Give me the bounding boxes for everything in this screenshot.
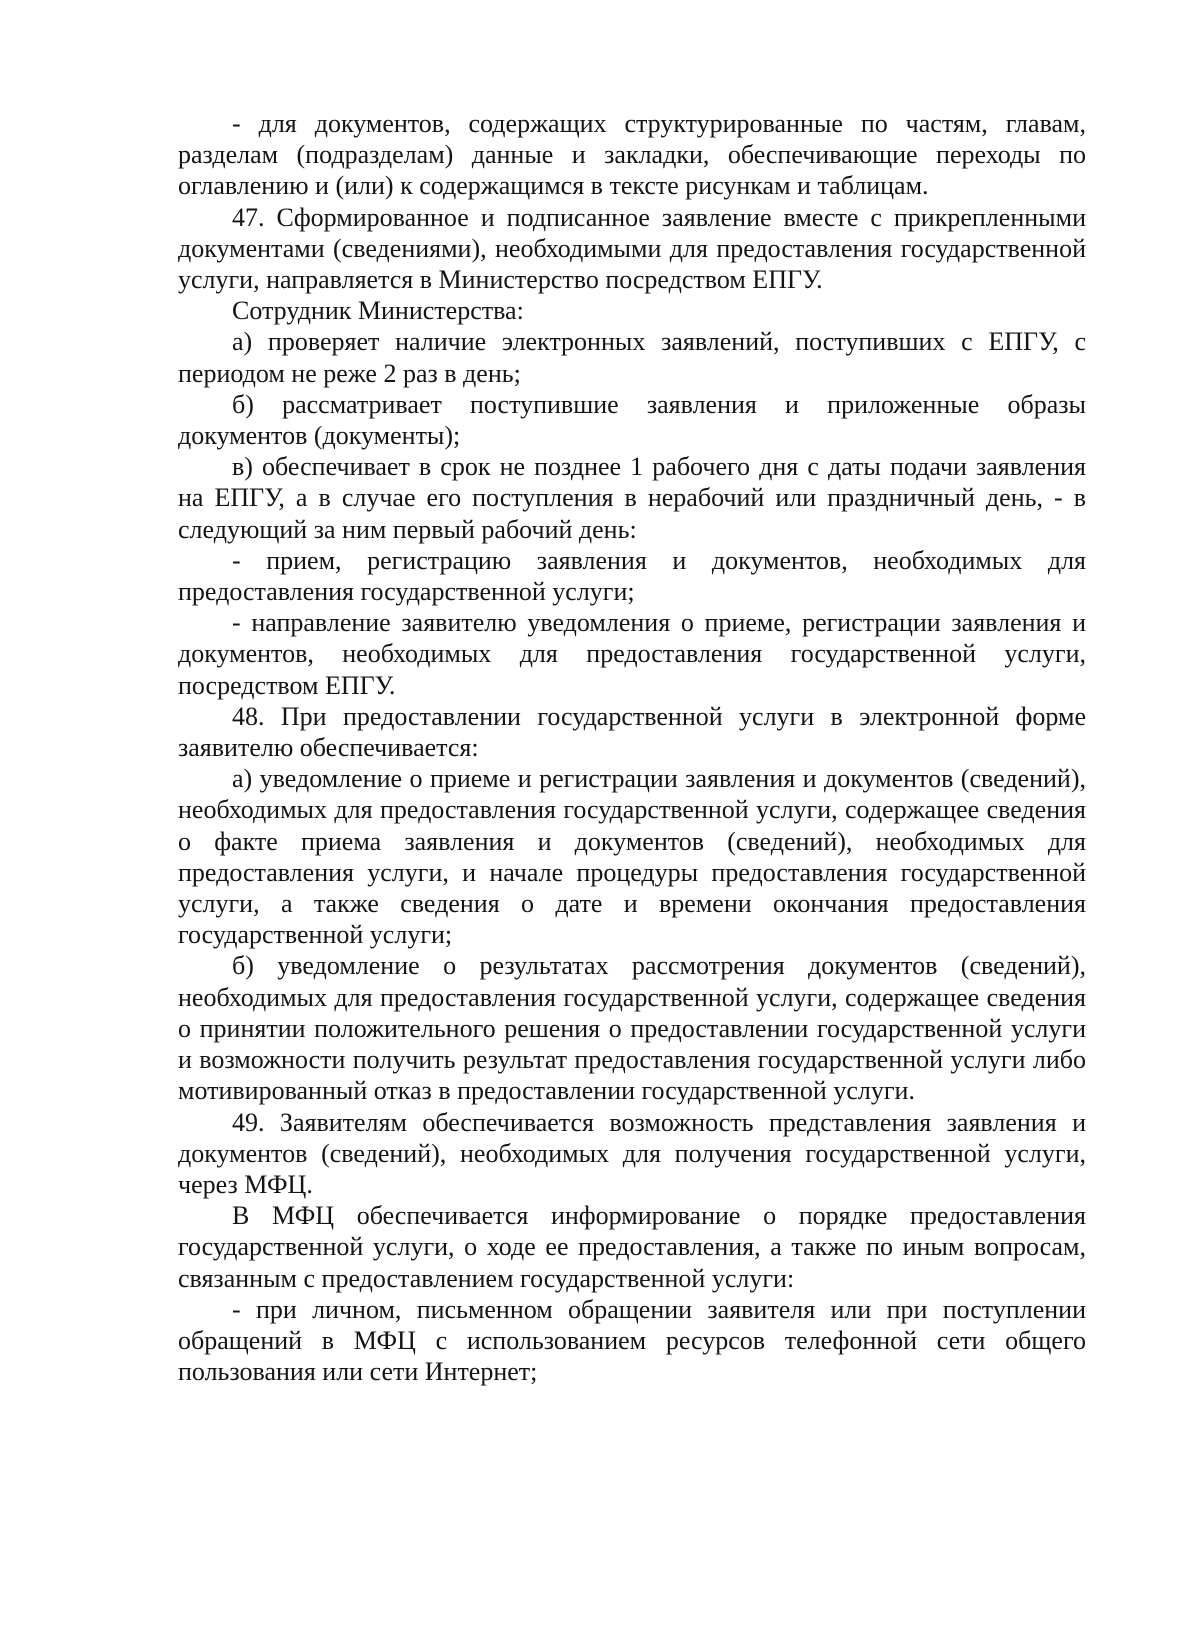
document-body [178,108,1086,1387]
paragraph-registration: - прием, регистрацию заявления и документов, необходимых для предоставления государственной услуги; [178,545,1086,607]
paragraph-document-structure: - для документов, содержащих структурированные по частям, главам, разделам (подразделам) данные и закладки, обеспечивающие переходы по оглавлению и (или) к содержащимся в тексте рисункам и таблицам. [178,109,1086,201]
paragraph-check-applications: а) проверяет наличие электронных заявлений, поступивших с ЕПГУ, с периодом не реже 2 раз в день; [178,327,1086,388]
paragraph-49: 49. Заявителям обеспечивается возможность представления заявления и документов (сведений), необходимых для получения государственной услуги, через МФЦ. [178,1107,1086,1199]
paragraph-result-notice: б) уведомление о результатах рассмотрения документов (сведений), необходимых для предоставления государственной услуги, содержащее сведения о принятии положительного решения о предоставлении государственной услуги и возможности получить результат предоставления государственной услуги либо мотивированный отказ в предоставлении государственной услуги. [178,951,1086,1106]
paragraph-review-applications: б) рассматривает поступившие заявления и приложенные образы документов (документы); [178,389,1086,451]
paragraph-notification: - направление заявителю уведомления о приеме, регистрации заявления и документов, необходимых для предоставления государственной услуги, посредством ЕПГУ. [178,608,1086,700]
paragraph-ministry-employee: Сотрудник Министерства: [232,296,524,326]
paragraph-ensure-deadline: в) обеспечивает в срок не позднее 1 рабочего дня с даты подачи заявления на ЕПГУ, а в случае его поступления в нерабочий или праздничный день, - в следующий за ним первый рабочий день: [178,452,1086,544]
paragraph-receipt-notice: а) уведомление о приеме и регистрации заявления и документов (сведений), необходимых для предоставления государственной услуги, содержащее сведения о факте приема заявления и документов (сведений), необходимых для предоставления услуги, и начале процедуры предоставления государственной услуги, а также сведения о дате и времени окончания предоставления государственной услуги; [178,764,1086,950]
paragraph-personal-appeal: - при личном, письменном обращении заявителя или при поступлении обращений в МФЦ с использованием ресурсов телефонной сети общего пользования или сети Интернет; [178,1294,1086,1387]
paragraph-mfc-informing: В МФЦ обеспечивается информирование о порядке предоставления государственной услуги, о ходе ее предоставления, а также по иным вопросам, связанным с предоставлением государственной услуги: [178,1201,1086,1293]
paragraph-48: 48. При предоставлении государственной услуги в электронной форме заявителю обеспечивается: [178,701,1086,763]
paragraph-47: 47. Сформированное и подписанное заявление вместе с прикрепленными документами (сведениями), необходимыми для предоставления государственной услуги, направляется в Министерство посредством ЕПГУ. [178,202,1086,295]
